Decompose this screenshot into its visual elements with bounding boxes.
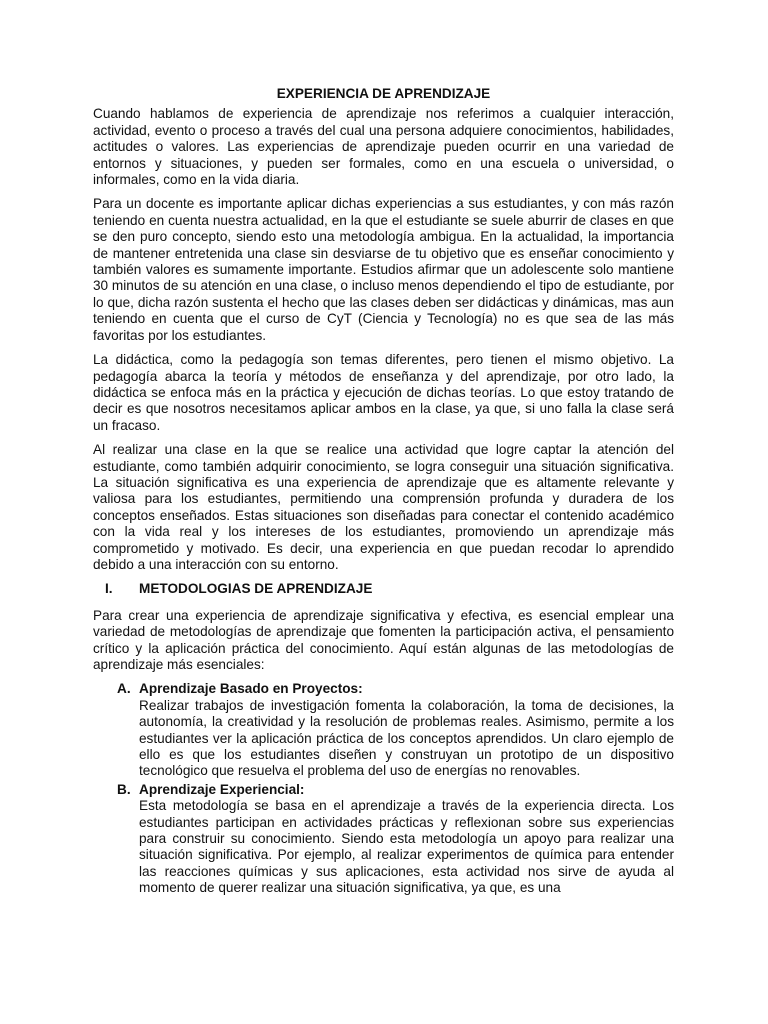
document-title: EXPERIENCIA DE APRENDIZAJE xyxy=(276,86,491,101)
section-intro: Para crear una experiencia de aprendizaje significativa y efectiva, es esencial emplear una variedad de metodologías de aprendizaje que fomenten la participación activa, el pensamiento crítico y la aplicación práctica del conocimiento. Aquí están algunas de las metodologías de aprendizaje más esenciales: xyxy=(93,607,674,672)
document-page xyxy=(93,86,674,899)
section-heading xyxy=(105,581,674,597)
list-item xyxy=(93,782,674,897)
list-item-marker: A. xyxy=(117,681,131,697)
list-item-body: Esta metodología se basa en el aprendizaje a través de la experiencia directa. Los estudiantes participan en actividades prácticas y reflexionan sobre sus experiencias para construir su conocimiento. Siendo esta metodología un apoyo para realizar una situación significativa. Por ejemplo, al realizar experimentos de química para entender las reacciones químicas y sus aplicaciones, esta actividad nos sirve de ayuda al momento de querer realizar una situación significativa, ya que, es una xyxy=(139,798,674,896)
list-item-body: Realizar trabajos de investigación fomenta la colaboración, la toma de decisiones, la autonomía, la creatividad y la resolución de problemas reales. Asimismo, permite a los estudiantes ver la aplicación práctica de los conceptos aprendidos. Un claro ejemplo de ello es que los estudiantes diseñen y construyan un prototipo de un dispositivo tecnológico que resuelva el problema del uso de energías no renovables. xyxy=(139,697,674,779)
list-item xyxy=(93,681,674,779)
methodology-list xyxy=(93,681,674,896)
paragraph-didactics: La didáctica, como la pedagogía son temas diferentes, pero tienen el mismo objetivo. La pedagogía abarca la teoría y métodos de enseñanza y del aprendizaje, por otro lado, la didáctica se enfoca más en la práctica y ejecución de dichas teorías. Lo que estoy tratando de decir es que nosotros necesitamos aplicar ambos en la clase, ya que, si uno falla la clase será un fracaso. xyxy=(93,352,674,433)
paragraph-significant-situation: Al realizar una clase en la que se realice una actividad que logre captar la atención del estudiante, como también adquirir conocimiento, se logra conseguir una situación significativa. La situación significativa es una experiencia de aprendizaje que es altamente relevante y valiosa para los estudiantes, permitiendo una comprensión profunda y duradera de los conceptos enseñados. Estas situaciones son diseñadas para conectar el contenido académico con la vida real y los intereses de los estudiantes, promoviendo un aprendizaje más comprometido y motivado. Es decir, una experiencia en que puedan recodar lo aprendido debido a una interacción con su entorno. xyxy=(93,442,674,572)
paragraph-intro: Cuando hablamos de experiencia de aprendizaje nos referimos a cualquier interacción, actividad, evento o proceso a través del cual una persona adquiere conocimientos, habilidades, actitudes o valores. Las experiencias de aprendizaje pueden ocurrir en una variedad de entornos y situaciones, y pueden ser formales, como en una escuela o universidad, o informales, como en la vida diaria. xyxy=(93,106,674,188)
list-item-title: Aprendizaje Experiencial: xyxy=(139,781,305,797)
section-number: I. xyxy=(105,581,113,597)
list-item-title: Aprendizaje Basado en Proyectos: xyxy=(139,681,363,697)
paragraph-teacher: Para un docente es importante aplicar dichas experiencias a sus estudiantes, y con más razón teniendo en cuenta nuestra actualidad, en la que el estudiante se suele aburrir de clases en que se den puro concepto, siendo esto una metodología ambigua. En la actualidad, la importancia de mantener entretenida una clase sin desviarse de tu objetivo que es enseñar conocimiento y también valores es sumamente importante. Estudios afirmar que un adolescente solo mantiene 30 minutos de su atención en una clase, o incluso menos dependiendo el tipo de estudiante, por lo que, dicha razón sustenta el hecho que las clases deben ser didácticas y dinámicas, mas aun teniendo en cuenta que el curso de CyT (Ciencia y Tecnología) no es que sea de las más favoritas por los estudiantes. xyxy=(93,196,674,343)
section-title: METODOLOGIAS DE APRENDIZAJE xyxy=(139,581,373,597)
list-item-marker: B. xyxy=(117,781,131,797)
